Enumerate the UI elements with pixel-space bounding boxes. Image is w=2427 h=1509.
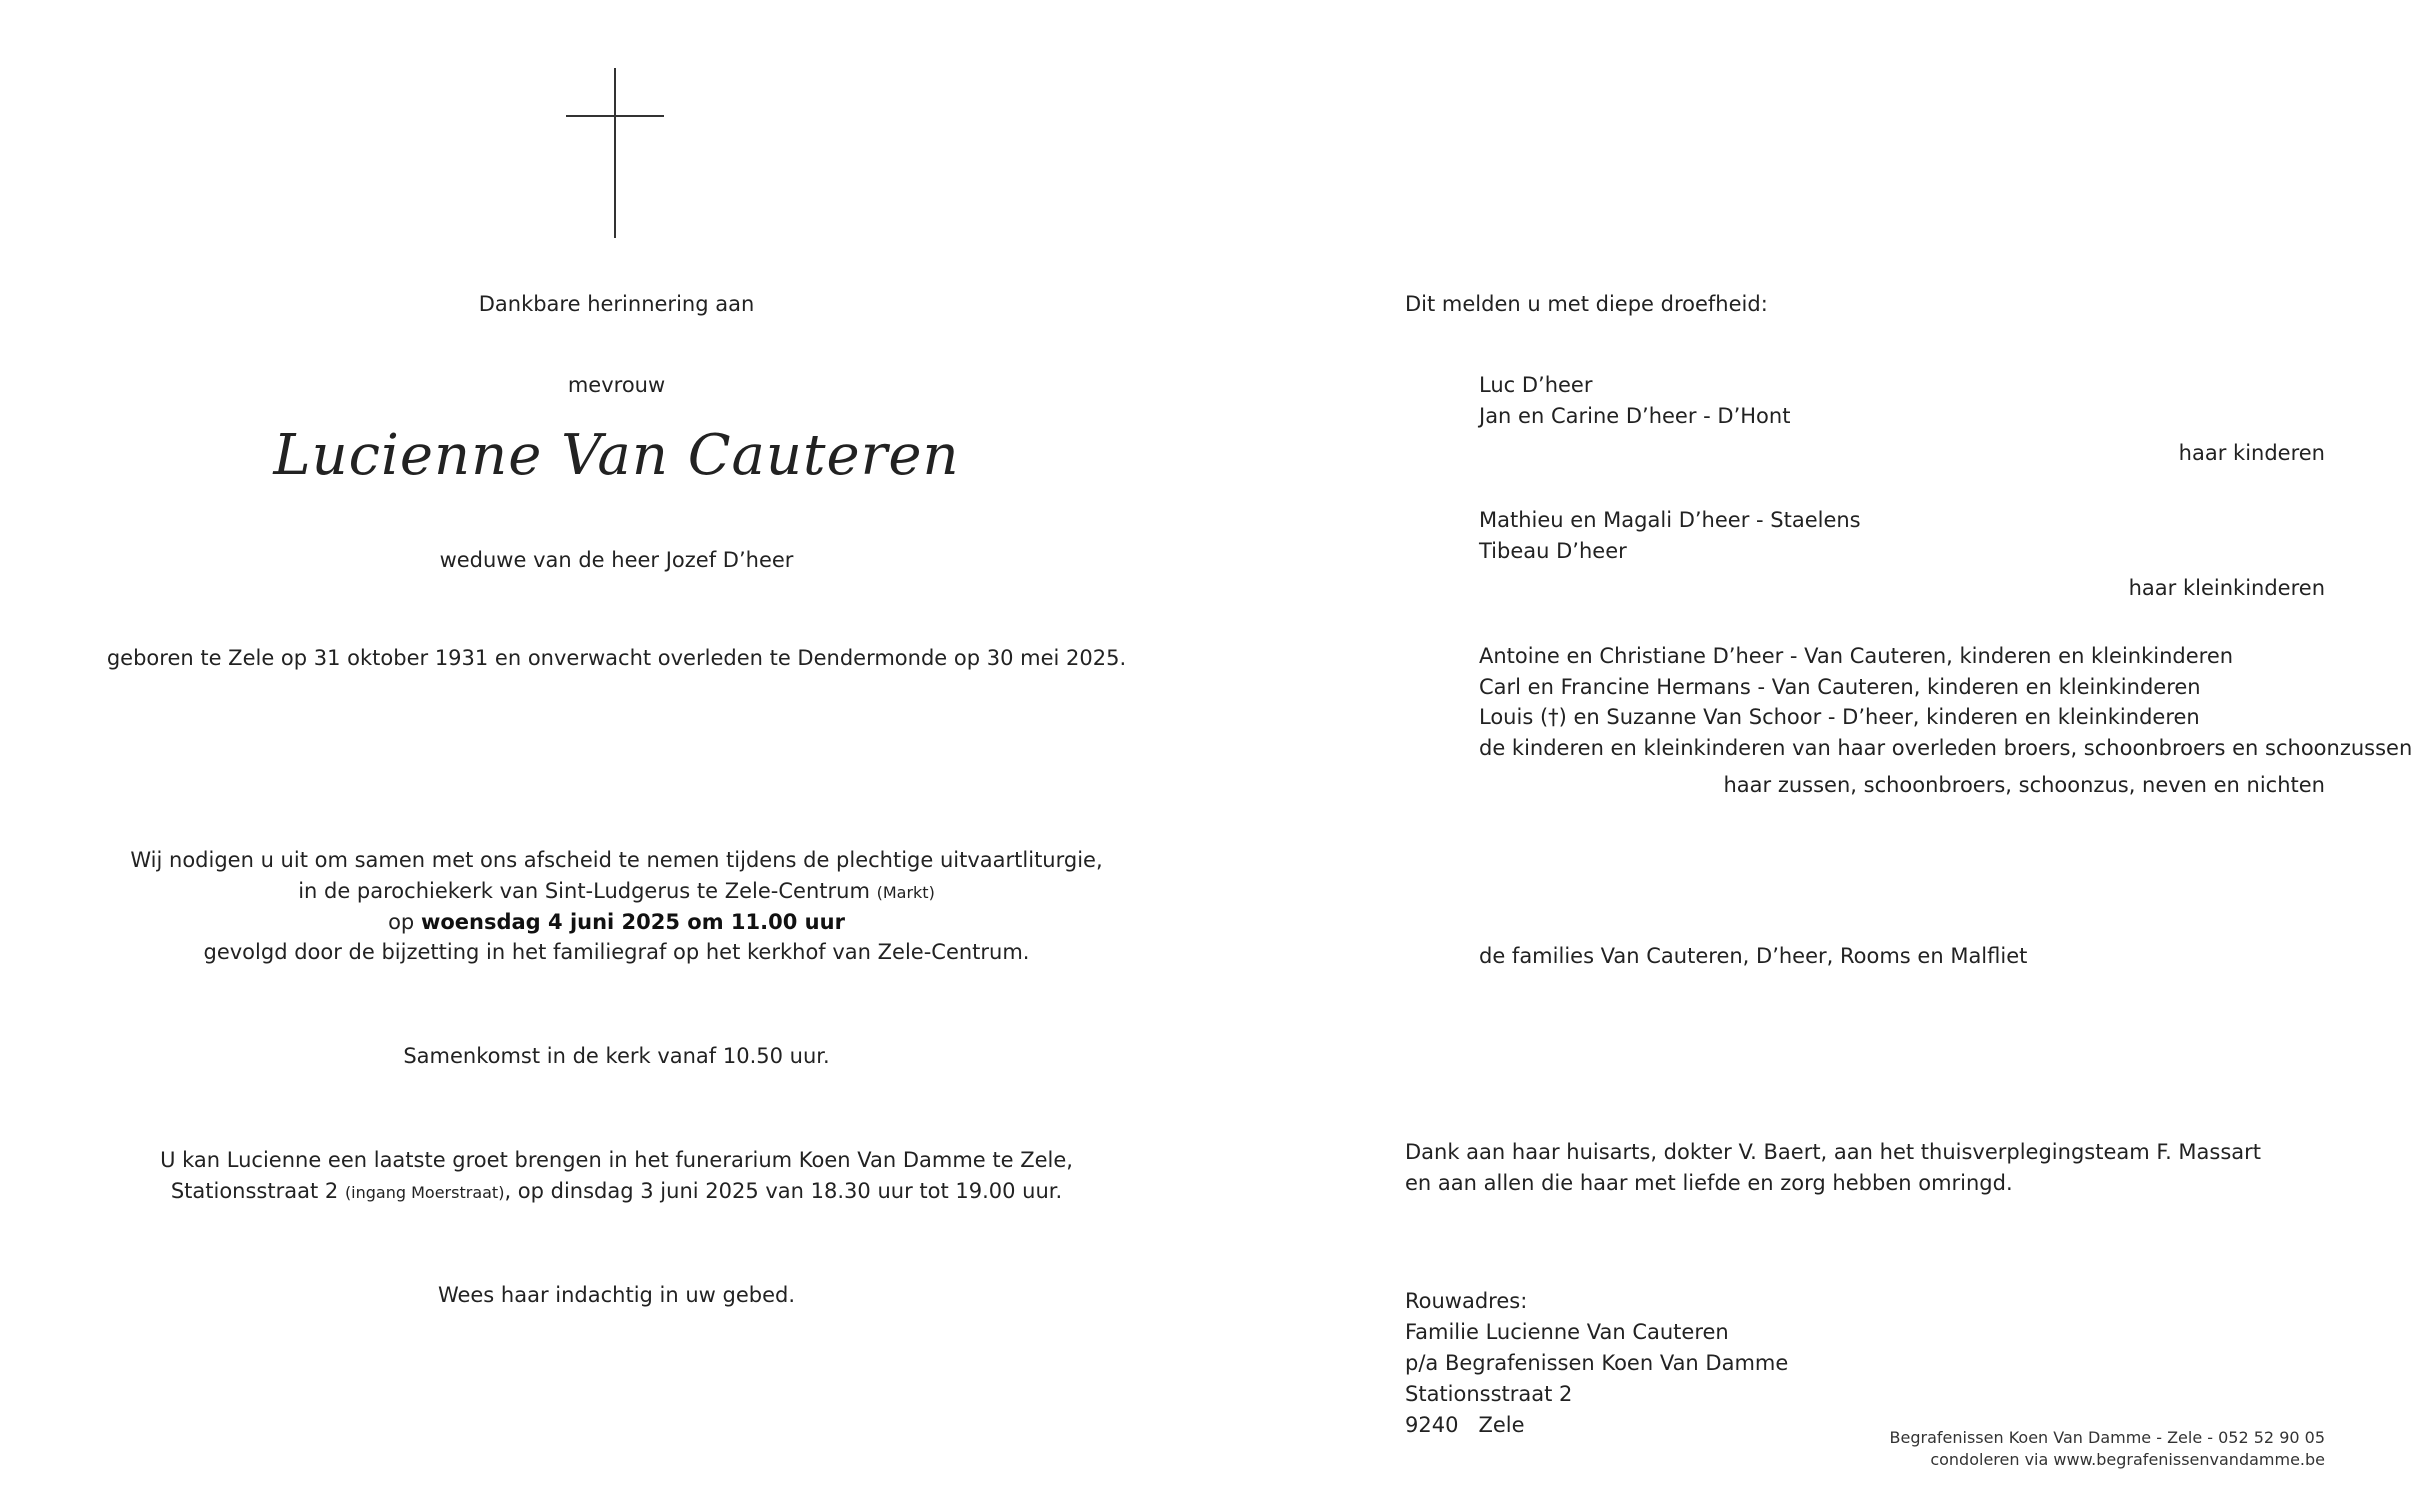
invite-line-1: Wij nodigen u uit om samen met ons afscheid te nemen tijdens de plechtige uitvaartliturgie, <box>130 848 1103 872</box>
prayer-text: Wees haar indachtig in uw gebed. <box>437 1283 796 1307</box>
church-text: in de parochiekerk van Sint-Ludgerus te Zele-Centrum <box>298 879 870 903</box>
children-label: haar kinderen <box>2178 441 2325 465</box>
birth-death-text: geboren te Zele op 31 oktober 1931 en onverwacht overleden te Dendermonde op 30 mei 2025. <box>106 646 1127 670</box>
siblings-label: haar zussen, schoonbroers, schoonzus, neven en nichten <box>1723 773 2325 797</box>
funeral-home-info: Begrafenissen Koen Van Damme - Zele - 052 52 90 05 <box>1889 1428 2325 1447</box>
intro-text: Dankbare herinnering aan <box>478 292 755 316</box>
farewell-address: Stationsstraat 2 <box>170 1179 339 1203</box>
grandchild-1: Mathieu en Magali D’heer - Staelens <box>1479 508 1861 532</box>
address-title: Rouwadres: <box>1405 1289 1528 1313</box>
widow-text: weduwe van de heer Jozef D’heer <box>439 548 794 572</box>
service-date: woensdag 4 juni 2025 om 11.00 uur <box>420 910 845 934</box>
farewell-time: , op dinsdag 3 juni 2025 van 18.30 uur tot 19.00 uur. <box>504 1179 1063 1203</box>
grandchildren-label: haar kleinkinderen <box>2128 576 2325 600</box>
address-line-1: Familie Lucienne Van Cauteren <box>1405 1320 1729 1344</box>
invite-on: op <box>388 910 415 934</box>
child-1: Luc D’heer <box>1479 373 1593 397</box>
address-line-3: Stationsstraat 2 <box>1405 1382 1573 1406</box>
sibling-1: Antoine en Christiane D’heer - Van Cauteren, kinderen en kleinkinderen <box>1479 644 2234 668</box>
child-2: Jan en Carine D’heer - D’Hont <box>1479 404 1791 428</box>
invite-line-3 <box>40 912 1193 933</box>
sibling-2: Carl en Francine Hermans - Van Cauteren, kinderen en kleinkinderen <box>1479 675 2201 699</box>
invite-line-2 <box>40 881 1193 902</box>
farewell-line-2 <box>40 1181 1193 1202</box>
condolence-link[interactable]: condoleren via www.begrafenissenvandamme.be <box>1930 1450 2325 1469</box>
sibling-4: de kinderen en kleinkinderen van haar overleden broers, schoonbroers en schoonzussen <box>1479 736 2413 760</box>
sibling-3: Louis (†) en Suzanne Van Schoor - D’heer, kinderen en kleinkinderen <box>1479 705 2200 729</box>
families-text: de families Van Cauteren, D’heer, Rooms en Malfliet <box>1479 944 2028 968</box>
deceased-name: Lucienne Van Cauteren <box>273 423 960 488</box>
invite-line-4: gevolgd door de bijzetting in het familiegraf op het kerkhof van Zele-Centrum. <box>203 940 1030 964</box>
thanks-line-2: en aan allen die haar met liefde en zorg hebben omringd. <box>1405 1171 2013 1195</box>
farewell-line-1: U kan Lucienne een laatste groet brengen in het funerarium Koen Van Damme te Zele, <box>160 1148 1073 1172</box>
cross-icon <box>560 68 670 240</box>
salutation: mevrouw <box>567 373 666 397</box>
address-line-2: p/a Begrafenissen Koen Van Damme <box>1405 1351 1789 1375</box>
gathering-text: Samenkomst in de kerk vanaf 10.50 uur. <box>403 1044 830 1068</box>
farewell-entrance: (ingang Moerstraat) <box>344 1183 505 1202</box>
thanks-line-1: Dank aan haar huisarts, dokter V. Baert, aan het thuisverplegingsteam F. Massart <box>1405 1140 2262 1164</box>
announcement-intro: Dit melden u met diepe droefheid: <box>1405 292 1768 316</box>
address-line-4: 9240 Zele <box>1405 1413 1525 1437</box>
grandchild-2: Tibeau D’heer <box>1479 539 1627 563</box>
church-note: (Markt) <box>876 883 935 902</box>
